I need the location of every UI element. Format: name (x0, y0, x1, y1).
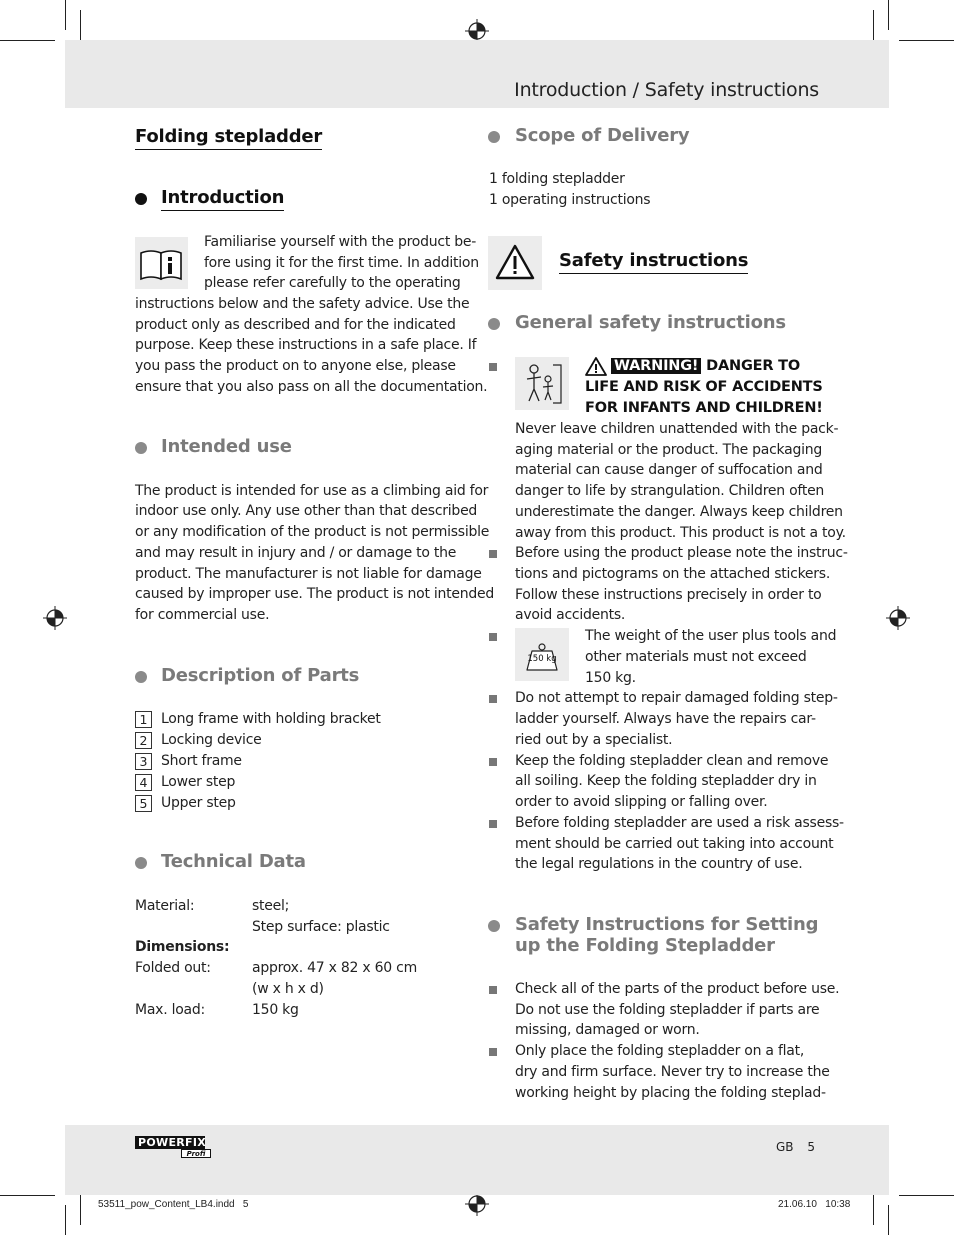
technical-heading: Technical Data (161, 851, 306, 872)
list-bullet-icon (489, 986, 497, 994)
crop-mark (899, 1195, 954, 1196)
warning-body-line: danger to life by strangulation. Children often (515, 483, 825, 499)
scope-heading: Scope of Delivery (515, 125, 690, 146)
crop-mark (899, 40, 954, 41)
safety-line: ladder yourself. Always have the repairs car- (515, 711, 816, 727)
section-bullet-icon (488, 920, 500, 932)
warning-text: FOR INFANTS AND CHILDREN! (585, 400, 823, 416)
safety-line: ment should be carried out taking into account (515, 836, 834, 852)
material-value: steel; (252, 898, 290, 914)
list-bullet-icon (489, 633, 497, 641)
setup-line: Do not use the folding stepladder if parts are (515, 1002, 820, 1018)
list-bullet-icon (489, 1048, 497, 1056)
warning-body-line: aging material or the product. The packaging (515, 442, 823, 458)
safety-line: all soiling. Keep the folding stepladder dry in (515, 773, 817, 789)
material-label: Material: (135, 898, 195, 914)
setup-heading: Safety Instructions for Setting up the Folding Stepladder (515, 914, 819, 956)
section-bullet-icon (488, 131, 500, 143)
safety-line: Keep the folding stepladder clean and remove (515, 753, 829, 769)
registration-mark-icon (43, 606, 67, 630)
intro-line: Familiarise yourself with the product be- (204, 234, 477, 250)
intended-use-heading: Intended use (161, 436, 292, 457)
section-bullet-icon (135, 442, 147, 454)
crop-mark (888, 1205, 889, 1235)
warning-badge: WARNING! (611, 358, 701, 374)
intended-line: indoor use only. Any use other than that described (135, 503, 478, 519)
part-label: Lower step (161, 774, 236, 790)
part-number: 4 (135, 774, 152, 791)
warning-body-line: away from this product. This product is not a toy. (515, 525, 846, 541)
warning-body-line: Never leave children unattended with the pack- (515, 421, 839, 437)
safety-line: Before folding stepladder are used a risk assess- (515, 815, 844, 831)
part-number: 3 (135, 753, 152, 770)
page-number: GB 5 (776, 1140, 815, 1154)
warning-body-line: material can cause danger of suffocation and (515, 462, 823, 478)
folded-value: (w x h x d) (252, 981, 324, 997)
registration-mark-icon (886, 606, 910, 630)
scope-item: 1 folding stepladder (489, 171, 625, 187)
warning-text: DANGER TO (706, 358, 801, 374)
intro-line: you pass the product on to anyone else, please (135, 358, 456, 374)
setup-line: dry and firm surface. Never try to increase the (515, 1064, 830, 1080)
material-value: Step surface: plastic (252, 919, 390, 935)
safety-line: Before using the product please note the instruc- (515, 545, 848, 561)
warning-small-icon (585, 357, 607, 376)
warning-triangle-icon (488, 236, 542, 290)
dimensions-label: Dimensions: (135, 939, 230, 955)
safety-line: 150 kg. (585, 670, 636, 686)
section-bullet-icon (135, 193, 147, 205)
main-heading: Folding stepladder (135, 126, 322, 150)
crop-mark (0, 1195, 55, 1196)
setup-line: missing, damaged or worn. (515, 1022, 700, 1038)
slug-date: 21.06.10 10:38 (778, 1199, 851, 1210)
part-label: Upper step (161, 795, 236, 811)
intro-line: product only as described and for the indicated (135, 317, 456, 333)
intended-line: The product is intended for use as a climbing aid for (135, 483, 489, 499)
safety-line: the legal regulations in the country of use. (515, 856, 803, 872)
part-number: 5 (135, 795, 152, 812)
setup-line: Only place the folding stepladder on a flat, (515, 1043, 805, 1059)
folded-label: Folded out: (135, 960, 211, 976)
intro-line: please refer carefully to the operating (204, 275, 461, 291)
intro-line: fore using it for the first time. In addition (204, 255, 479, 271)
maxload-value: 150 kg (252, 1002, 299, 1018)
info-book-icon (135, 237, 188, 289)
page-title: Introduction / Safety instructions (514, 79, 819, 101)
crop-mark (0, 40, 55, 41)
intended-line: and may result in injury and / or damage to the (135, 545, 457, 561)
intended-line: product. The manufacturer is not liable for damage (135, 566, 482, 582)
part-number: 2 (135, 732, 152, 749)
setup-line: working height by placing the folding steplad- (515, 1085, 826, 1101)
safety-line: Follow these instructions precisely in order to (515, 587, 822, 603)
crop-mark (65, 0, 66, 30)
safety-line: tions and pictograms on the attached stickers. (515, 566, 831, 582)
child-safety-icon (515, 357, 569, 410)
maxload-label: Max. load: (135, 1002, 205, 1018)
safety-line: ried out by a specialist. (515, 732, 673, 748)
list-bullet-icon (489, 695, 497, 703)
section-bullet-icon (135, 857, 147, 869)
setup-line: Check all of the parts of the product before use. (515, 981, 840, 997)
folded-value: approx. 47 x 82 x 60 cm (252, 960, 417, 976)
crop-mark (65, 1205, 66, 1235)
intended-line: caused by improper use. The product is not intended (135, 586, 495, 602)
warning-text: LIFE AND RISK OF ACCIDENTS (585, 379, 823, 395)
parts-heading: Description of Parts (161, 665, 360, 686)
crop-mark (888, 0, 889, 30)
crop-mark (80, 1190, 81, 1225)
crop-mark (873, 1190, 874, 1225)
part-label: Locking device (161, 732, 262, 748)
section-bullet-icon (488, 318, 500, 330)
slug-filename: 53511_pow_Content_LB4.indd 5 (98, 1199, 249, 1210)
intro-line: ensure that you also pass on all the documentation. (135, 379, 488, 395)
intended-line: for commercial use. (135, 607, 270, 623)
registration-mark-icon (465, 1192, 489, 1216)
intro-line: purpose. Keep these instructions in a safe place. If (135, 337, 477, 353)
intended-line: or any modification of the product is not permissible (135, 524, 490, 540)
powerfix-logo: POWERFIX Profi (135, 1136, 213, 1158)
introduction-heading: Introduction (161, 187, 284, 211)
intro-line: instructions below and the safety advice. Use the (135, 296, 470, 312)
warning-body-line: underestimate the danger. Always keep children (515, 504, 843, 520)
part-number: 1 (135, 711, 152, 728)
weight-icon-label: 150 kg (527, 654, 557, 664)
list-bullet-icon (489, 363, 497, 371)
safety-heading: Safety instructions (559, 250, 748, 274)
list-bullet-icon (489, 550, 497, 558)
list-bullet-icon (489, 758, 497, 766)
safety-line: avoid accidents. (515, 607, 626, 623)
part-label: Short frame (161, 753, 242, 769)
weight-limit-icon (515, 628, 569, 681)
scope-item: 1 operating instructions (489, 192, 651, 208)
list-bullet-icon (489, 820, 497, 828)
section-bullet-icon (135, 671, 147, 683)
safety-line: other materials must not exceed (585, 649, 807, 665)
safety-line: Do not attempt to repair damaged folding step- (515, 690, 838, 706)
safety-line: The weight of the user plus tools and (585, 628, 837, 644)
safety-line: order to avoid slipping or falling over. (515, 794, 768, 810)
part-label: Long frame with holding bracket (161, 711, 381, 727)
general-safety-heading: General safety instructions (515, 312, 786, 333)
